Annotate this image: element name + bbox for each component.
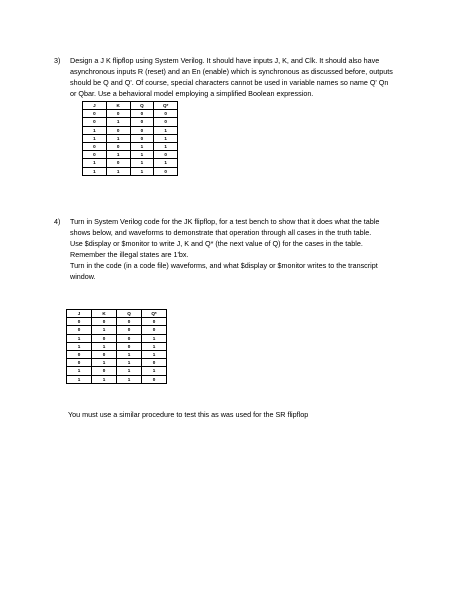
table-cell: 1 <box>142 350 167 358</box>
closing-note: You must use a similar procedure to test this as was used for the SR flipflop <box>68 410 309 419</box>
header-q: Q <box>117 310 142 318</box>
table-cell: 1 <box>67 342 92 350</box>
table-cell: 1 <box>106 118 130 126</box>
header-k: K <box>106 102 130 110</box>
table-cell: 0 <box>83 110 107 118</box>
table-header-row <box>67 310 167 318</box>
table-cell: 1 <box>130 151 154 159</box>
table-cell: 1 <box>106 167 130 175</box>
table-row <box>83 167 178 175</box>
table-cell: 1 <box>67 367 92 375</box>
table-cell: 0 <box>117 318 142 326</box>
table-cell: 0 <box>83 118 107 126</box>
question-3-number: 3) <box>54 56 61 65</box>
table-cell: 1 <box>130 142 154 150</box>
table-cell: 0 <box>106 142 130 150</box>
table-cell: 1 <box>106 151 130 159</box>
table-row <box>67 367 167 375</box>
table-cell: 0 <box>130 126 154 134</box>
table-cell: 0 <box>92 350 117 358</box>
question-3-line: or Qbar. Use a behavioral model employing a simplified Boolean expression. <box>70 89 314 98</box>
table-cell: 0 <box>67 359 92 367</box>
header-j: J <box>67 310 92 318</box>
table-cell: 1 <box>67 334 92 342</box>
table-cell: 1 <box>142 334 167 342</box>
table-row <box>83 118 178 126</box>
table-cell: 0 <box>130 134 154 142</box>
table-row <box>67 350 167 358</box>
table-cell: 1 <box>67 375 92 383</box>
table-cell: 0 <box>117 326 142 334</box>
table-cell: 1 <box>142 342 167 350</box>
table-cell: 0 <box>83 151 107 159</box>
table-cell: 0 <box>142 318 167 326</box>
table-cell: 1 <box>154 142 178 150</box>
table-row <box>83 134 178 142</box>
table-cell: 0 <box>130 118 154 126</box>
table-row <box>83 151 178 159</box>
table-cell: 1 <box>92 375 117 383</box>
header-q-next: Q* <box>142 310 167 318</box>
table-row <box>83 126 178 134</box>
question-3-line: asynchronous inputs R (reset) and an En (enable) which is synchronous as discussed before, outputs <box>70 67 393 76</box>
table-cell: 0 <box>92 367 117 375</box>
table-cell: 0 <box>142 375 167 383</box>
question-4-line: shows below, and waveforms to demonstrate that operation through all cases in the truth table. <box>70 228 372 237</box>
table-cell: 0 <box>130 110 154 118</box>
table-cell: 0 <box>117 342 142 350</box>
table-cell: 1 <box>130 159 154 167</box>
table-cell: 1 <box>117 350 142 358</box>
question-4-line: Use $display or $monitor to write J, K and Q* (the next value of Q) for the cases in the table. <box>70 239 363 248</box>
table-cell: 0 <box>142 359 167 367</box>
table-cell: 0 <box>106 159 130 167</box>
table-cell: 0 <box>92 334 117 342</box>
table-cell: 0 <box>83 142 107 150</box>
truth-table-1 <box>82 101 178 176</box>
question-4-number: 4) <box>54 217 61 226</box>
table-cell: 0 <box>154 110 178 118</box>
question-3-line: Design a J K flipflop using System Verilog. It should have inputs J, K, and Clk. It should also have <box>70 56 380 65</box>
question-3-text <box>70 55 393 99</box>
table-cell: 0 <box>106 110 130 118</box>
table-row <box>83 159 178 167</box>
table-header-row <box>83 102 178 110</box>
table-cell: 0 <box>67 318 92 326</box>
question-4-line: Turn in System Verilog code for the JK flipflop, for a test bench to show that it does what the table <box>70 217 380 226</box>
truth-table-1-body <box>83 110 178 176</box>
table-row <box>67 318 167 326</box>
question-4-text <box>70 216 379 282</box>
table-cell: 1 <box>106 134 130 142</box>
table-cell: 0 <box>92 318 117 326</box>
table-cell: 1 <box>154 126 178 134</box>
table-row <box>67 342 167 350</box>
table-row <box>83 142 178 150</box>
table-row <box>67 359 167 367</box>
table-cell: 1 <box>83 134 107 142</box>
table-cell: 0 <box>154 118 178 126</box>
table-cell: 1 <box>92 342 117 350</box>
header-q: Q <box>130 102 154 110</box>
question-3-line: should be Q and Q'. Of course, special characters cannot be used in variable names so name Q' Qn <box>70 78 389 87</box>
header-q-next: Q* <box>154 102 178 110</box>
table-cell: 1 <box>92 326 117 334</box>
header-k: K <box>92 310 117 318</box>
question-4-line: Remember the illegal states are 1'bx. <box>70 250 189 259</box>
truth-table-2 <box>66 309 167 384</box>
table-cell: 1 <box>154 159 178 167</box>
table-row <box>83 110 178 118</box>
table-cell: 0 <box>106 126 130 134</box>
table-cell: 0 <box>67 350 92 358</box>
table-cell: 1 <box>130 167 154 175</box>
question-4-line: window. <box>70 272 96 281</box>
table-cell: 1 <box>83 159 107 167</box>
table-cell: 0 <box>67 326 92 334</box>
header-j: J <box>83 102 107 110</box>
table-row <box>67 375 167 383</box>
table-cell: 1 <box>117 367 142 375</box>
question-4-line: Turn in the code (in a code file) waveforms, and what $display or $monitor writes to the transcript <box>70 261 378 270</box>
table-row <box>67 334 167 342</box>
table-row <box>67 326 167 334</box>
table-cell: 1 <box>83 167 107 175</box>
table-cell: 1 <box>117 375 142 383</box>
table-cell: 1 <box>117 359 142 367</box>
table-cell: 1 <box>142 367 167 375</box>
table-cell: 1 <box>83 126 107 134</box>
table-cell: 0 <box>142 326 167 334</box>
table-cell: 0 <box>154 151 178 159</box>
table-cell: 0 <box>154 167 178 175</box>
table-cell: 1 <box>92 359 117 367</box>
table-cell: 0 <box>117 334 142 342</box>
table-cell: 1 <box>154 134 178 142</box>
truth-table-2-body <box>67 318 167 384</box>
